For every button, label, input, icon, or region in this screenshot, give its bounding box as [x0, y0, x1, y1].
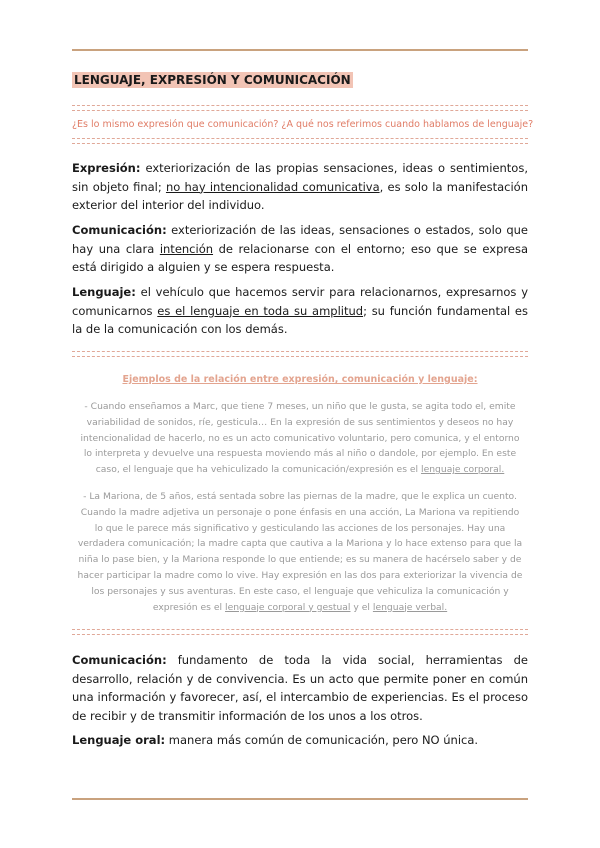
question-bottom-divider-2: [72, 143, 528, 144]
term-lenguaje-oral: Lenguaje oral:: [72, 733, 166, 747]
examples-top-divider: [72, 351, 528, 352]
term-expresion: Expresión:: [72, 161, 141, 175]
term-comunicacion: Comunicación:: [72, 653, 167, 667]
underlined-phrase: no hay intencionalidad comunicativa: [165, 179, 380, 194]
question-top-divider: [72, 105, 528, 106]
underlined-phrase: lenguaje corporal.: [421, 464, 505, 476]
question-bottom-divider: [72, 138, 528, 139]
examples-top-divider-2: [72, 356, 528, 357]
term-comunicacion: Comunicación:: [72, 223, 167, 237]
definition-lenguaje-oral: Lenguaje oral: manera más común de comunicación, pero NO única.: [72, 733, 479, 747]
example-mariona: - La Mariona, de 5 años, está sentada sobre las piernas de la madre, que le explica un cuento. Cuando la madre adjetiva un personaje o pone énfasis en una acción, La Mariona va repitiendo lo que le parece más significativo y gesticulando las acciones de los personajes. Hay una verdadera comunicación; la madre capta que cautiva a la Mariona y lo hace extenso para que la niña lo pase bien, y la Mariona responde lo que entiende; es su manera de hacérselo saber y de hacer participar la madre como lo vive. Hay expresión en las dos para exteriorizar la vivencia de los personajes y sus aventuras. En este caso, el lenguaje que vehiculiza la comunicación y expresión es el lenguaje corporal y gestual y el lenguaje verbal.: [77, 491, 523, 613]
definition-comunicacion: Comunicación: exteriorización de las ideas, sensaciones o estados, solo que hay una clara intención de relacionarse con el entorno; eso que se expresa está dirigido a alguien y se espera respuesta.: [72, 223, 528, 274]
underlined-phrase: es el lenguaje en toda su amplitud: [157, 303, 364, 318]
question-top-divider-2: [72, 110, 528, 111]
definition-comunicacion-2: Comunicación: fundamento de toda la vida social, herramientas de desarrollo, relación y de convivencia. Es un acto que permite poner en común una información y favorecer, así, el intercambio de experiencias. Es el proceso de recibir y de transmitir información de los unos a los otros.: [72, 653, 528, 723]
page-title: LENGUAJE, EXPRESIÓN Y COMUNICACIÓN: [74, 73, 351, 87]
term-lenguaje: Lenguaje:: [72, 285, 136, 299]
example-marc: - Cuando enseñamos a Marc, que tiene 7 meses, un niño que le gusta, se agita todo el, emite variabilidad de sonidos, ríe, gesticula… En la expresión de sus sentimientos y deseos no hay intencionalidad de hacerlo, no es un acto comunicativo voluntario, pero comunica, y el entorno lo interpreta y devuelve una respuesta moviendo más al niño o dandole, por ejemplo. En este caso, el lenguaje que ha vehiculizado la comunicación/expresión es el lenguaje corporal.: [80, 401, 520, 476]
definition-lenguaje: Lenguaje: el vehículo que hacemos servir para relacionarnos, expresarnos y comunicarnos es el lenguaje en toda su amplitud; su función fundamental es la de la comunicación con los demás.: [72, 285, 528, 336]
top-divider: [72, 49, 528, 51]
underlined-phrase: lenguaje corporal y gestual: [225, 601, 351, 613]
bottom-divider: [72, 798, 528, 800]
intro-question: ¿Es lo mismo expresión que comunicación? ¿A qué nos referimos cuando hablamos de lenguaje?: [72, 119, 534, 130]
examples-title: Ejemplos de la relación entre expresión, comunicación y lenguaje:: [122, 374, 478, 385]
definition-expresion: Expresión: exteriorización de las propias sensaciones, ideas o sentimientos, sin objeto final; no hay intencionalidad comunicativa, es solo la manifestación exterior del interior del individuo.: [72, 161, 529, 212]
examples-bottom-divider-2: [72, 634, 528, 635]
underlined-phrase: intención: [159, 241, 214, 256]
examples-bottom-divider: [72, 629, 528, 630]
underlined-phrase: lenguaje verbal.: [372, 601, 448, 613]
